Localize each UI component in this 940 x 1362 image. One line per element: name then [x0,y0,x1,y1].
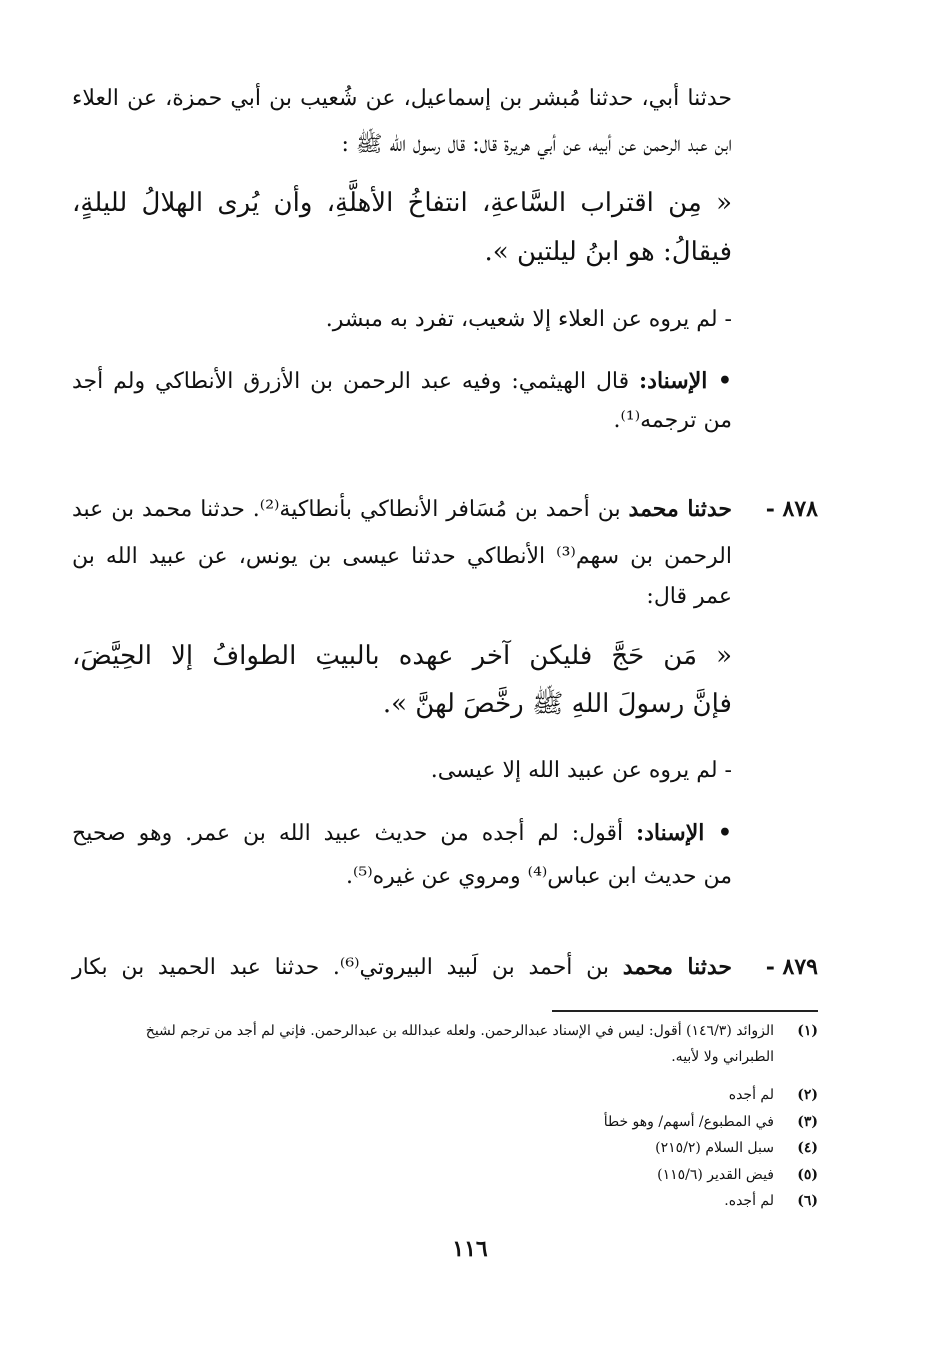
footnote-text: الزوائد (١٤٦/٣) أقول: ليس في الإسناد عبدالرحمن. ولعله عبدالله بن عبدالرحمن. فإني لم أجد من ترجم لشيخ [145,1023,774,1039]
text-line [72,952,732,983]
chain-text: بن أحمد بن لَبيد البيروتي⁽⁶⁾. حدثنا عبد الحميد بن بكار [72,955,623,980]
text-line: عمر قال: [646,584,732,609]
isnad-line [72,818,732,849]
text-line: الرحمن بن سهم⁽³⁾ الأنطاكي حدثنا عيسى بن يونس، عن عبيد الله بن [72,544,732,569]
chain-text: بن أحمد بن مُسَافر الأنطاكي بأنطاكية⁽²⁾. حدثنا محمد بن عبد [72,497,629,522]
text-line: حدثنا أبي، حدثنا مُبشر بن إسماعيل، عن شُعيب بن أبي حمزة، عن العلاء [72,86,732,111]
footnote-text: فيض القدير (١١٥/٦) [657,1167,774,1183]
isnad-line [72,366,732,397]
chain-start: حدثنا محمد [622,954,732,980]
footnote-text: لم أجده [728,1087,774,1103]
footnote-separator [552,1010,818,1012]
footnote-number: (٥) [797,1167,818,1183]
footnote-number: (١) [797,1023,818,1039]
isnad-label: • الإسناد: [639,368,732,394]
hadith-number: ٨٧٩ - [765,954,818,980]
text-line [72,494,732,525]
footnote-text: في المطبوع/ أسهم/ وهو خطأ [603,1114,774,1130]
footnote-number: (٤) [797,1140,818,1156]
hadith-text: فإنَّ رسولَ اللهِ ﷺ رخَّصَ لهنَّ ». [382,689,732,719]
hadith-text: فيقالُ: هو ابنُ ليلتين ». [484,237,732,267]
footnote-number: (٦) [797,1193,818,1209]
text-line: - لم يروه عن العلاء إلا شعيب، تفرد به مبشر. [325,307,732,332]
isnad-label: • الإسناد: [636,820,732,846]
text-line: ابن عبد الرحمن عن أبيه، عن أبي هريرة قال: قال رسول الله ﷺ : [341,132,732,157]
footnote-text: الطبراني ولا لأبيه. [671,1049,774,1065]
isnad-text: قال الهيثمي: وفيه عبد الرحمن بن الأزرق الأنطاكي ولم أجد [72,369,640,394]
text-line: من حديث ابن عباس⁽⁴⁾ ومروي عن غيره⁽⁵⁾. [345,864,732,889]
text-line: من ترجمه⁽¹⁾. [613,408,732,433]
hadith-number: ٨٧٨ - [765,496,818,522]
isnad-text: أقول: لم أجده من حديث عبيد الله بن عمر. وهو صحيح [72,821,636,846]
page-number: ١١٦ [452,1236,488,1262]
footnote-number: (٢) [797,1087,818,1103]
text-line: - لم يروه عن عبيد الله إلا عيسى. [430,758,732,783]
chain-start: حدثنا محمد [628,496,732,522]
footnote-text: سبل السلام (٢١٥/٢) [655,1140,774,1156]
footnote-number: (٣) [797,1114,818,1130]
hadith-text: « مِن اقتراب السَّاعةِ، انتفاخُ الأهلَّةِ، وأن يُرى الهلالُ لليلةٍ، [72,188,732,218]
hadith-text: « مَن حَجَّ فليكن آخر عهده بالبيتِ الطوافُ إلا الحِيَّضَ، [72,641,732,671]
footnote-text: لم أجده. [724,1193,774,1209]
